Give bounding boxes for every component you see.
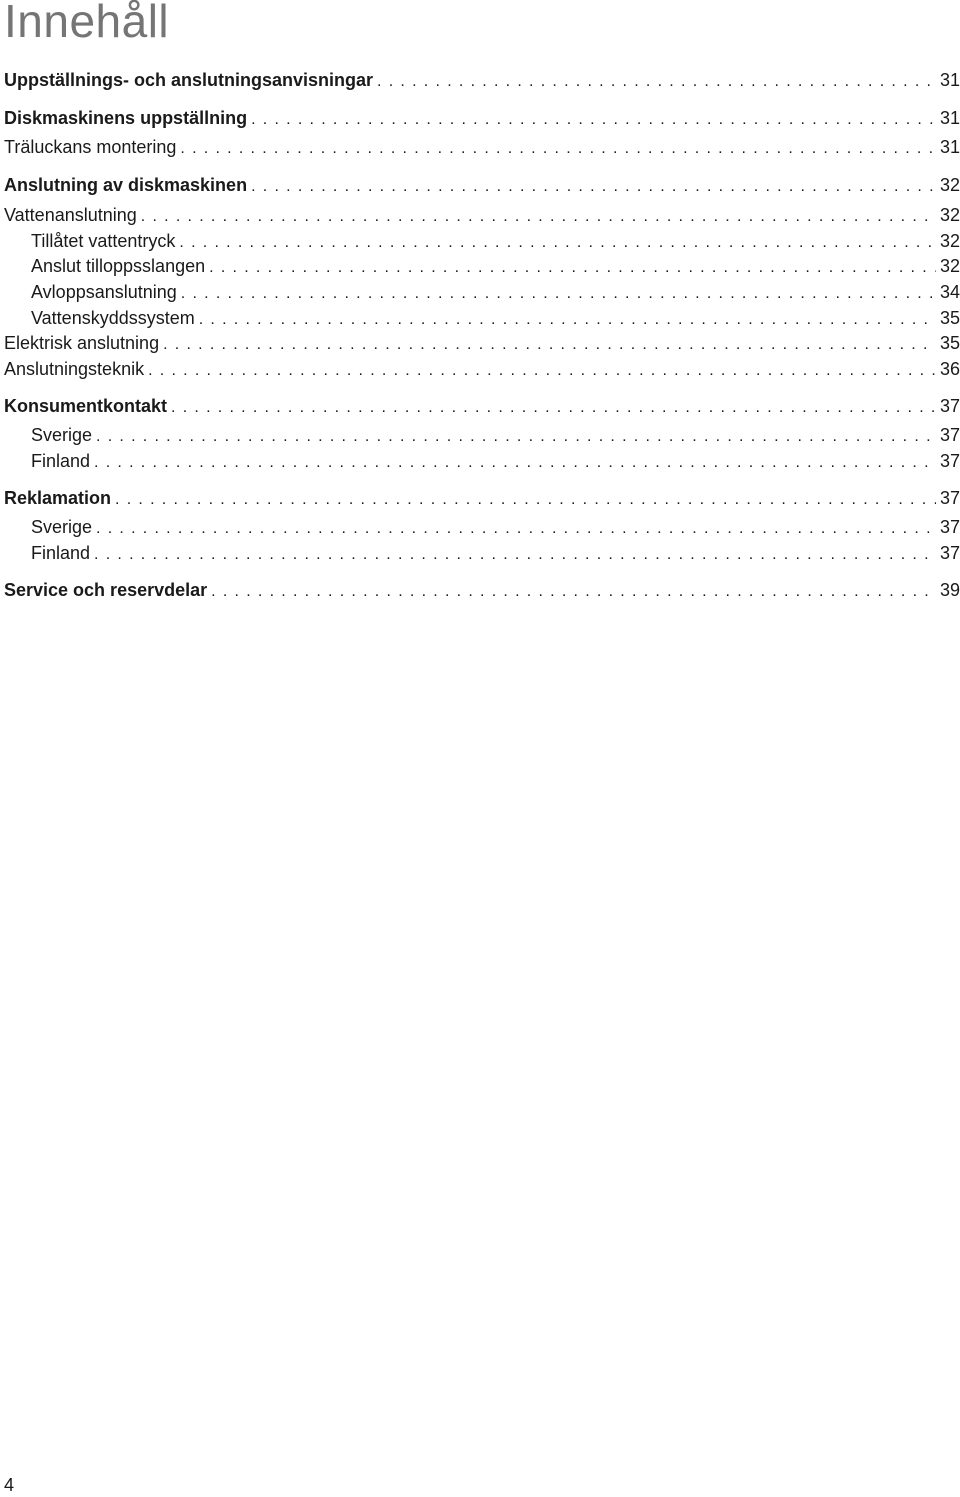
- dot-leader: [94, 543, 936, 565]
- toc-entry[interactable]: [31, 306, 960, 330]
- toc-entry[interactable]: [4, 173, 960, 197]
- dot-leader: [181, 282, 936, 304]
- toc-entry-page: 39: [939, 580, 960, 600]
- toc-entry-title: Uppställnings- och anslutningsanvisningar: [4, 70, 374, 90]
- page-title: Innehåll: [4, 0, 170, 47]
- toc-entry-page: 35: [939, 333, 960, 353]
- dot-leader: [180, 137, 936, 159]
- toc-entry[interactable]: [31, 449, 960, 473]
- toc-entry[interactable]: [4, 106, 960, 130]
- dot-leader: [96, 425, 936, 447]
- toc-entry-title: Konsumentkontakt: [4, 396, 168, 416]
- toc-entry[interactable]: [4, 68, 960, 92]
- toc-entry[interactable]: [4, 578, 960, 602]
- toc-entry-page: 37: [939, 396, 960, 416]
- toc-entry-title: Service och reservdelar: [4, 580, 208, 600]
- toc-entry[interactable]: [31, 280, 960, 304]
- toc-entry-title: Diskmaskinens uppställning: [4, 108, 248, 128]
- toc-entry-page: 32: [939, 175, 960, 195]
- toc-entry-title: Träluckans montering: [4, 137, 177, 157]
- toc-entry[interactable]: [31, 229, 960, 253]
- toc-entry[interactable]: [4, 486, 960, 510]
- dot-leader: [199, 308, 936, 330]
- toc-entry[interactable]: [31, 423, 960, 447]
- dot-leader: [377, 70, 936, 92]
- toc-entry-page: 34: [939, 282, 960, 302]
- toc-entry[interactable]: [4, 203, 960, 227]
- dot-leader: [251, 175, 936, 197]
- toc-entry-page: 37: [939, 488, 960, 508]
- toc-entry-page: 37: [939, 425, 960, 445]
- toc-entry-page: 31: [939, 137, 960, 157]
- dot-leader: [209, 256, 936, 278]
- toc-entry-page: 32: [939, 205, 960, 225]
- toc-entry-title: Avloppsanslutning: [31, 282, 177, 302]
- dot-leader: [96, 517, 936, 539]
- dot-leader: [148, 359, 936, 381]
- toc-entry-page: 36: [939, 359, 960, 379]
- toc-entry-title: Vattenanslutning: [4, 205, 137, 225]
- dot-leader: [251, 108, 936, 130]
- toc-entry-title: Anslut tilloppsslangen: [31, 256, 206, 276]
- toc-entry-page: 32: [939, 231, 960, 251]
- toc-entry-title: Vattenskyddssystem: [31, 308, 195, 328]
- dot-leader: [211, 580, 936, 602]
- dot-leader: [171, 396, 936, 418]
- dot-leader: [163, 333, 936, 355]
- toc-entry[interactable]: [4, 135, 960, 159]
- dot-leader: [179, 231, 936, 253]
- toc-entry-page: 31: [939, 108, 960, 128]
- toc-entry[interactable]: [31, 254, 960, 278]
- toc-entry-page: 35: [939, 308, 960, 328]
- toc-entry[interactable]: [4, 331, 960, 355]
- toc-entry[interactable]: [4, 357, 960, 381]
- toc-entry-title: Reklamation: [4, 488, 112, 508]
- toc-entry-page: 31: [939, 70, 960, 90]
- toc-entry[interactable]: [31, 515, 960, 539]
- toc-entry-title: Finland: [31, 543, 91, 563]
- dot-leader: [141, 205, 936, 227]
- toc-entry-title: Anslutningsteknik: [4, 359, 145, 379]
- toc-entry-page: 37: [939, 543, 960, 563]
- toc-entry-title: Finland: [31, 451, 91, 471]
- toc-entry-title: Tillåtet vattentryck: [31, 231, 176, 251]
- dot-leader: [115, 488, 936, 510]
- toc-entry[interactable]: [31, 541, 960, 565]
- dot-leader: [94, 451, 936, 473]
- toc-entry[interactable]: [4, 394, 960, 418]
- toc-entry-title: Elektrisk anslutning: [4, 333, 160, 353]
- toc-entry-title: Anslutning av diskmaskinen: [4, 175, 248, 195]
- toc-entry-title: Sverige: [31, 425, 93, 445]
- page-number: 4: [4, 1475, 15, 1495]
- toc-entry-title: Sverige: [31, 517, 93, 537]
- toc-entry-page: 37: [939, 451, 960, 471]
- toc-entry-page: 37: [939, 517, 960, 537]
- toc-entry-page: 32: [939, 256, 960, 276]
